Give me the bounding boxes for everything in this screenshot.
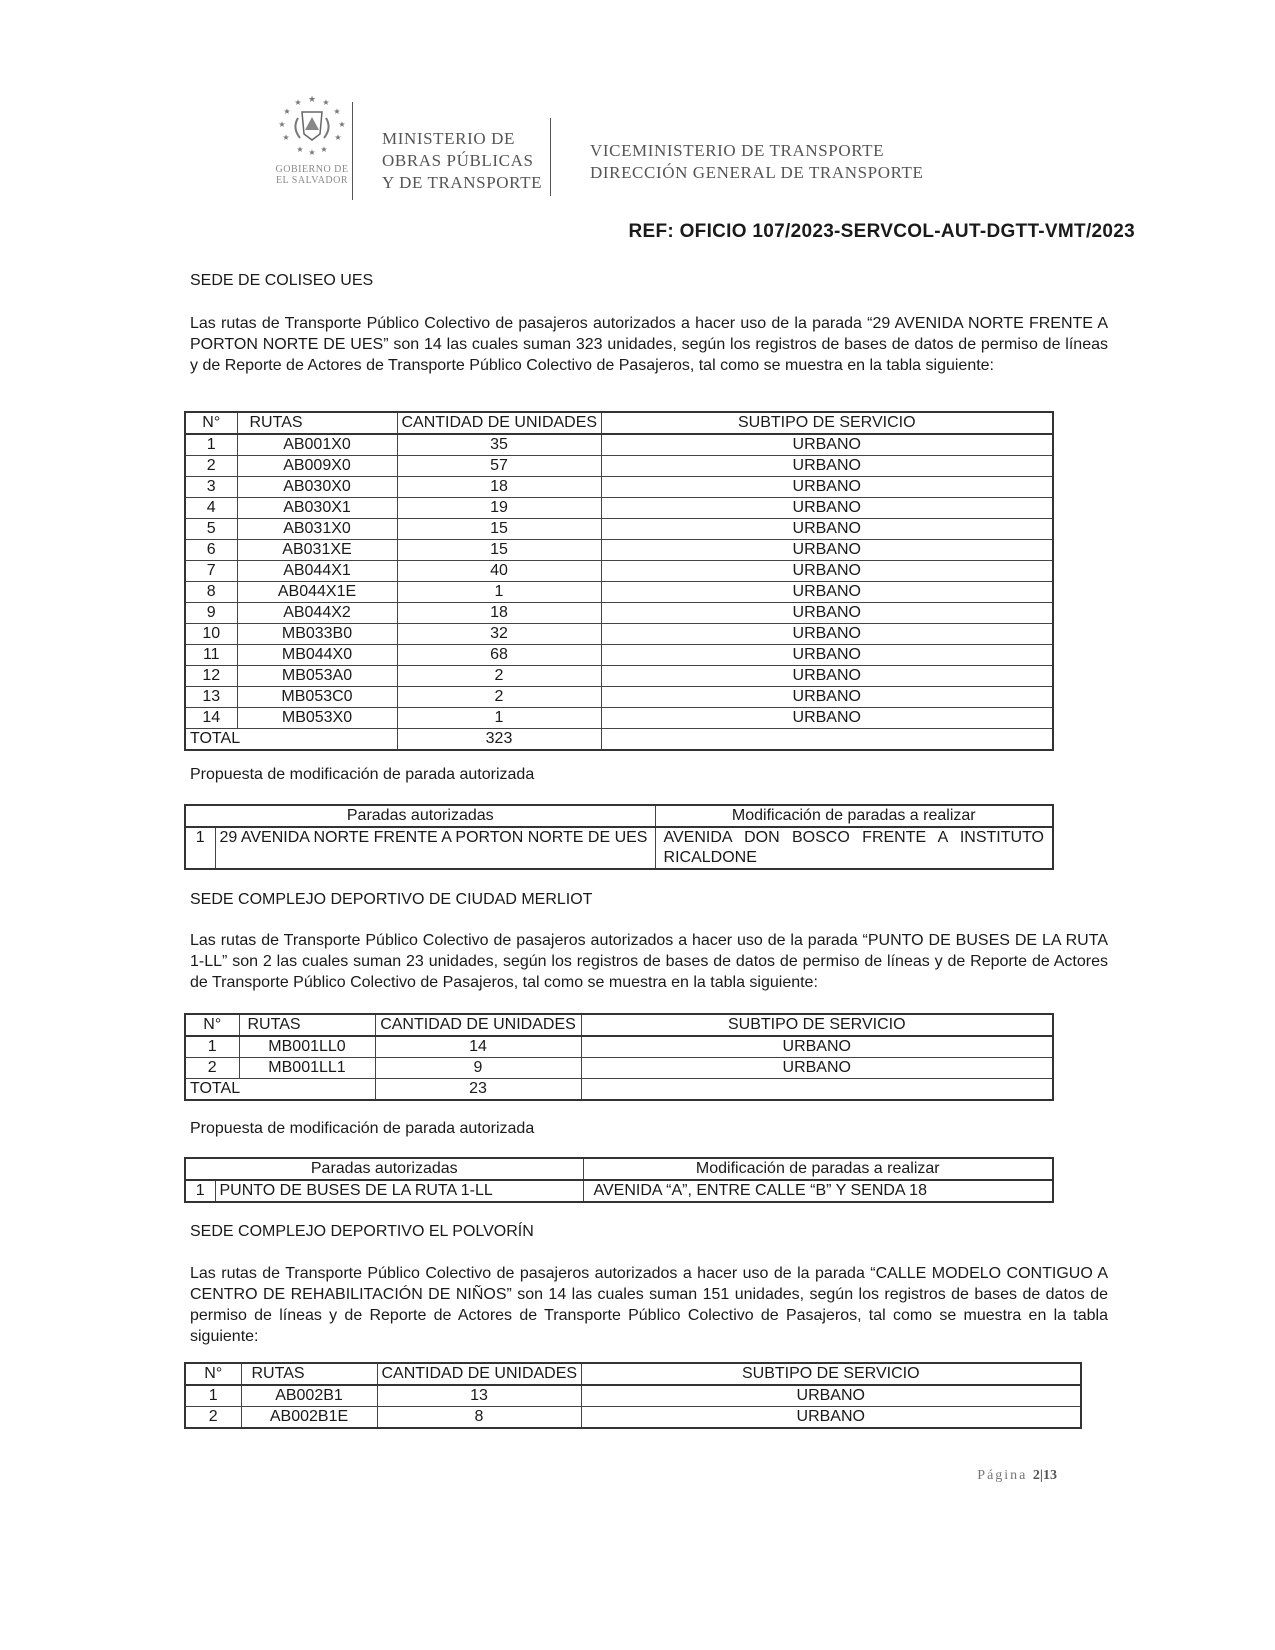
svg-text:★: ★: [282, 133, 290, 142]
proposal-heading: Propuesta de modificación de parada autorizada: [190, 766, 535, 783]
table-header-row: [185, 1014, 1053, 1036]
cell-route: AB002B1E: [241, 1407, 377, 1429]
cell-number: 1: [185, 1385, 241, 1407]
column-header: CANTIDAD DE UNIDADES: [375, 1014, 581, 1036]
cell-subtype: URBANO: [601, 666, 1053, 687]
cell-units: 19: [397, 498, 601, 519]
table-total-row: [185, 1079, 1053, 1101]
proposal-heading: Propuesta de modificación de parada autorizada: [190, 1120, 535, 1137]
svg-text:★: ★: [338, 120, 346, 129]
cell-number: 4: [185, 498, 237, 519]
column-header: SUBTIPO DE SERVICIO: [601, 412, 1053, 434]
ministry-name: [382, 128, 562, 194]
column-header: Paradas autorizadas: [185, 805, 655, 827]
proposal-table: [184, 804, 1054, 870]
page-number: 2|13: [1032, 1468, 1057, 1483]
cell-subtype: URBANO: [601, 561, 1053, 582]
svg-text:★: ★: [333, 107, 341, 116]
routes-table: [184, 1013, 1054, 1101]
section-heading: SEDE COMPLEJO DEPORTIVO DE CIUDAD MERLIOT: [190, 891, 593, 908]
cell-subtype: URBANO: [601, 582, 1053, 603]
cell-modified-stop: AVENIDA “A”, ENTRE CALLE “B” Y SENDA 18: [583, 1180, 1053, 1202]
table-row: [185, 603, 1053, 624]
cell-route: AB044X2: [237, 603, 397, 624]
column-header: RUTAS: [237, 412, 397, 434]
cell-number: 2: [185, 1407, 241, 1429]
empty-cell: [581, 1079, 1053, 1101]
svg-text:★: ★: [294, 98, 302, 107]
header-divider: [352, 102, 353, 200]
cell-number: 2: [185, 1058, 239, 1079]
table-row: [185, 624, 1053, 645]
cell-number: 6: [185, 540, 237, 561]
cell-units: 18: [397, 603, 601, 624]
cell-route: AB031XE: [237, 540, 397, 561]
cell-number: 11: [185, 645, 237, 666]
cell-units: 2: [397, 666, 601, 687]
table-header-row: [185, 1158, 1053, 1180]
cell-units: 68: [397, 645, 601, 666]
table-header-row: [185, 412, 1053, 434]
cell-subtype: URBANO: [581, 1407, 1081, 1429]
cell-units: 32: [397, 624, 601, 645]
total-label: TOTAL: [185, 1079, 375, 1101]
svg-text:★: ★: [278, 120, 286, 129]
cell-units: 18: [397, 477, 601, 498]
ministry-line-1: MINISTERIO DE: [382, 129, 515, 148]
column-header: Modificación de paradas a realizar: [583, 1158, 1053, 1180]
cell-units: 8: [377, 1407, 581, 1429]
column-header: RUTAS: [241, 1363, 377, 1385]
cell-units: 35: [397, 434, 601, 456]
cell-route: AB030X1: [237, 498, 397, 519]
table-row: [185, 498, 1053, 519]
table-row: [185, 582, 1053, 603]
cell-number: 1: [185, 434, 237, 456]
cell-subtype: URBANO: [601, 456, 1053, 477]
svg-text:★: ★: [283, 107, 291, 116]
cell-units: 1: [397, 708, 601, 729]
cell-number: 2: [185, 456, 237, 477]
cell-modified-stop: AVENIDA DON BOSCO FRENTE A INSTITUTO RICALDONE: [655, 827, 1053, 869]
column-header: SUBTIPO DE SERVICIO: [581, 1014, 1053, 1036]
column-header: CANTIDAD DE UNIDADES: [397, 412, 601, 434]
cell-route: MB033B0: [237, 624, 397, 645]
section-paragraph: Las rutas de Transporte Público Colectivo de pasajeros autorizados a hacer uso de la parada “PUNTO DE BUSES DE LA RUTA 1-LL” son 2 las cuales suman 23 unidades, según los registros de bases de datos de permiso de líneas y de Reporte de Actores de Transporte Público Colectivo de Pasajeros, tal como se muestra en la tabla siguiente:: [190, 932, 1108, 991]
proposal-table: [184, 1157, 1054, 1203]
cell-units: 1: [397, 582, 601, 603]
cell-route: AB002B1: [241, 1385, 377, 1407]
svg-text:★: ★: [334, 133, 342, 142]
cell-number: 1: [185, 827, 215, 869]
emblem-caption-line-2: EL SALVADOR: [275, 175, 349, 186]
svg-text:★: ★: [307, 94, 317, 104]
section-paragraph: Las rutas de Transporte Público Colectivo de pasajeros autorizados a hacer uso de la parada “29 AVENIDA NORTE FRENTE A PORTON NORTE DE UES” son 14 las cuales suman 323 unidades, según los registros de bases de datos de permiso de líneas y de Reporte de Actores de Transporte Público Colectivo de Pasajeros, tal como se muestra en la tabla siguiente:: [190, 315, 1108, 374]
table-row: [185, 666, 1053, 687]
table-row: [185, 827, 1053, 869]
column-header: Paradas autorizadas: [185, 1158, 583, 1180]
cell-units: 40: [397, 561, 601, 582]
cell-units: 15: [397, 519, 601, 540]
cell-units: 57: [397, 456, 601, 477]
cell-route: MB001LL1: [239, 1058, 375, 1079]
cell-subtype: URBANO: [581, 1036, 1053, 1058]
empty-cell: [601, 729, 1053, 751]
cell-subtype: URBANO: [601, 434, 1053, 456]
column-header: Modificación de paradas a realizar: [655, 805, 1053, 827]
coat-of-arms-icon: [272, 92, 352, 164]
cell-route: AB001X0: [237, 434, 397, 456]
table-row: [185, 540, 1053, 561]
table-row: [185, 434, 1053, 456]
routes-table: [184, 1362, 1082, 1429]
table-row: [185, 645, 1053, 666]
cell-units: 13: [377, 1385, 581, 1407]
cell-number: 3: [185, 477, 237, 498]
header-divider: [550, 118, 551, 196]
cell-subtype: URBANO: [601, 645, 1053, 666]
table-total-row: [185, 729, 1053, 751]
cell-subtype: URBANO: [601, 519, 1053, 540]
cell-number: 12: [185, 666, 237, 687]
total-value: 23: [375, 1079, 581, 1101]
table-row: [185, 1036, 1053, 1058]
total-label: TOTAL: [185, 729, 397, 751]
cell-subtype: URBANO: [601, 477, 1053, 498]
cell-units: 15: [397, 540, 601, 561]
table-row: [185, 1385, 1081, 1407]
column-header: RUTAS: [239, 1014, 375, 1036]
table-row: [185, 1180, 1053, 1202]
cell-route: MB053X0: [237, 708, 397, 729]
table-row: [185, 561, 1053, 582]
cell-subtype: URBANO: [601, 687, 1053, 708]
cell-number: 1: [185, 1180, 215, 1202]
svg-text:★: ★: [308, 148, 316, 157]
cell-subtype: URBANO: [601, 498, 1053, 519]
column-header: N°: [185, 1014, 239, 1036]
page-label: Página: [977, 1468, 1028, 1483]
column-header: N°: [185, 1363, 241, 1385]
table-row: [185, 477, 1053, 498]
column-header: SUBTIPO DE SERVICIO: [581, 1363, 1081, 1385]
cell-number: 8: [185, 582, 237, 603]
cell-subtype: URBANO: [601, 708, 1053, 729]
cell-subtype: URBANO: [601, 624, 1053, 645]
table-row: [185, 1058, 1053, 1079]
cell-units: 9: [375, 1058, 581, 1079]
cell-subtype: URBANO: [601, 603, 1053, 624]
table-row: [185, 708, 1053, 729]
cell-number: 14: [185, 708, 237, 729]
table-header-row: [185, 805, 1053, 827]
vice-line-1: VICEMINISTERIO DE TRANSPORTE: [590, 141, 885, 160]
reference-number: REF: OFICIO 107/2023-SERVCOL-AUT-DGTT-VMT/2023: [628, 221, 1135, 242]
cell-subtype: URBANO: [581, 1058, 1053, 1079]
section-heading: SEDE COMPLEJO DEPORTIVO EL POLVORÍN: [190, 1223, 534, 1240]
vice-line-2: DIRECCIÓN GENERAL DE TRANSPORTE: [590, 163, 924, 182]
cell-route: MB053A0: [237, 666, 397, 687]
cell-number: 1: [185, 1036, 239, 1058]
cell-route: AB009X0: [237, 456, 397, 477]
table-row: [185, 1407, 1081, 1429]
table-row: [185, 687, 1053, 708]
column-header: CANTIDAD DE UNIDADES: [377, 1363, 581, 1385]
cell-route: MB001LL0: [239, 1036, 375, 1058]
cell-number: 10: [185, 624, 237, 645]
section-paragraph: Las rutas de Transporte Público Colectivo de pasajeros autorizados a hacer uso de la parada “CALLE MODELO CONTIGUO A CENTRO DE REHABILITACIÓN DE NIÑOS” son 14 las cuales suman 151 unidades, según los registros de bases de datos de permiso de líneas y de Reporte de Actores de Transporte Público Colectivo de Pasajeros, tal como se muestra en la tabla siguiente:: [190, 1265, 1108, 1345]
ministry-line-2: OBRAS PÚBLICAS: [382, 151, 534, 170]
vice-ministry-name: [590, 140, 960, 184]
cell-number: 5: [185, 519, 237, 540]
cell-route: MB044X0: [237, 645, 397, 666]
cell-route: AB044X1: [237, 561, 397, 582]
table-header-row: [185, 1363, 1081, 1385]
column-header: N°: [185, 412, 237, 434]
table-row: [185, 519, 1053, 540]
total-value: 323: [397, 729, 601, 751]
cell-number: 7: [185, 561, 237, 582]
cell-route: MB053C0: [237, 687, 397, 708]
svg-text:★: ★: [322, 98, 330, 107]
ministry-line-3: Y DE TRANSPORTE: [382, 173, 543, 192]
section-heading: SEDE DE COLISEO UES: [190, 272, 374, 289]
cell-number: 9: [185, 603, 237, 624]
cell-route: AB030X0: [237, 477, 397, 498]
emblem-caption-line-1: GOBIERNO DE: [275, 164, 349, 175]
government-emblem: [262, 92, 362, 202]
cell-current-stop: 29 AVENIDA NORTE FRENTE A PORTON NORTE DE UES: [215, 827, 655, 869]
cell-subtype: URBANO: [581, 1385, 1081, 1407]
svg-text:★: ★: [296, 145, 304, 154]
cell-number: 13: [185, 687, 237, 708]
cell-current-stop: PUNTO DE BUSES DE LA RUTA 1-LL: [215, 1180, 583, 1202]
cell-route: AB044X1E: [237, 582, 397, 603]
table-row: [185, 456, 1053, 477]
cell-route: AB031X0: [237, 519, 397, 540]
cell-subtype: URBANO: [601, 540, 1053, 561]
routes-table: [184, 411, 1054, 751]
svg-text:★: ★: [320, 145, 328, 154]
cell-units: 2: [397, 687, 601, 708]
cell-units: 14: [375, 1036, 581, 1058]
page-footer: [977, 1468, 1057, 1484]
